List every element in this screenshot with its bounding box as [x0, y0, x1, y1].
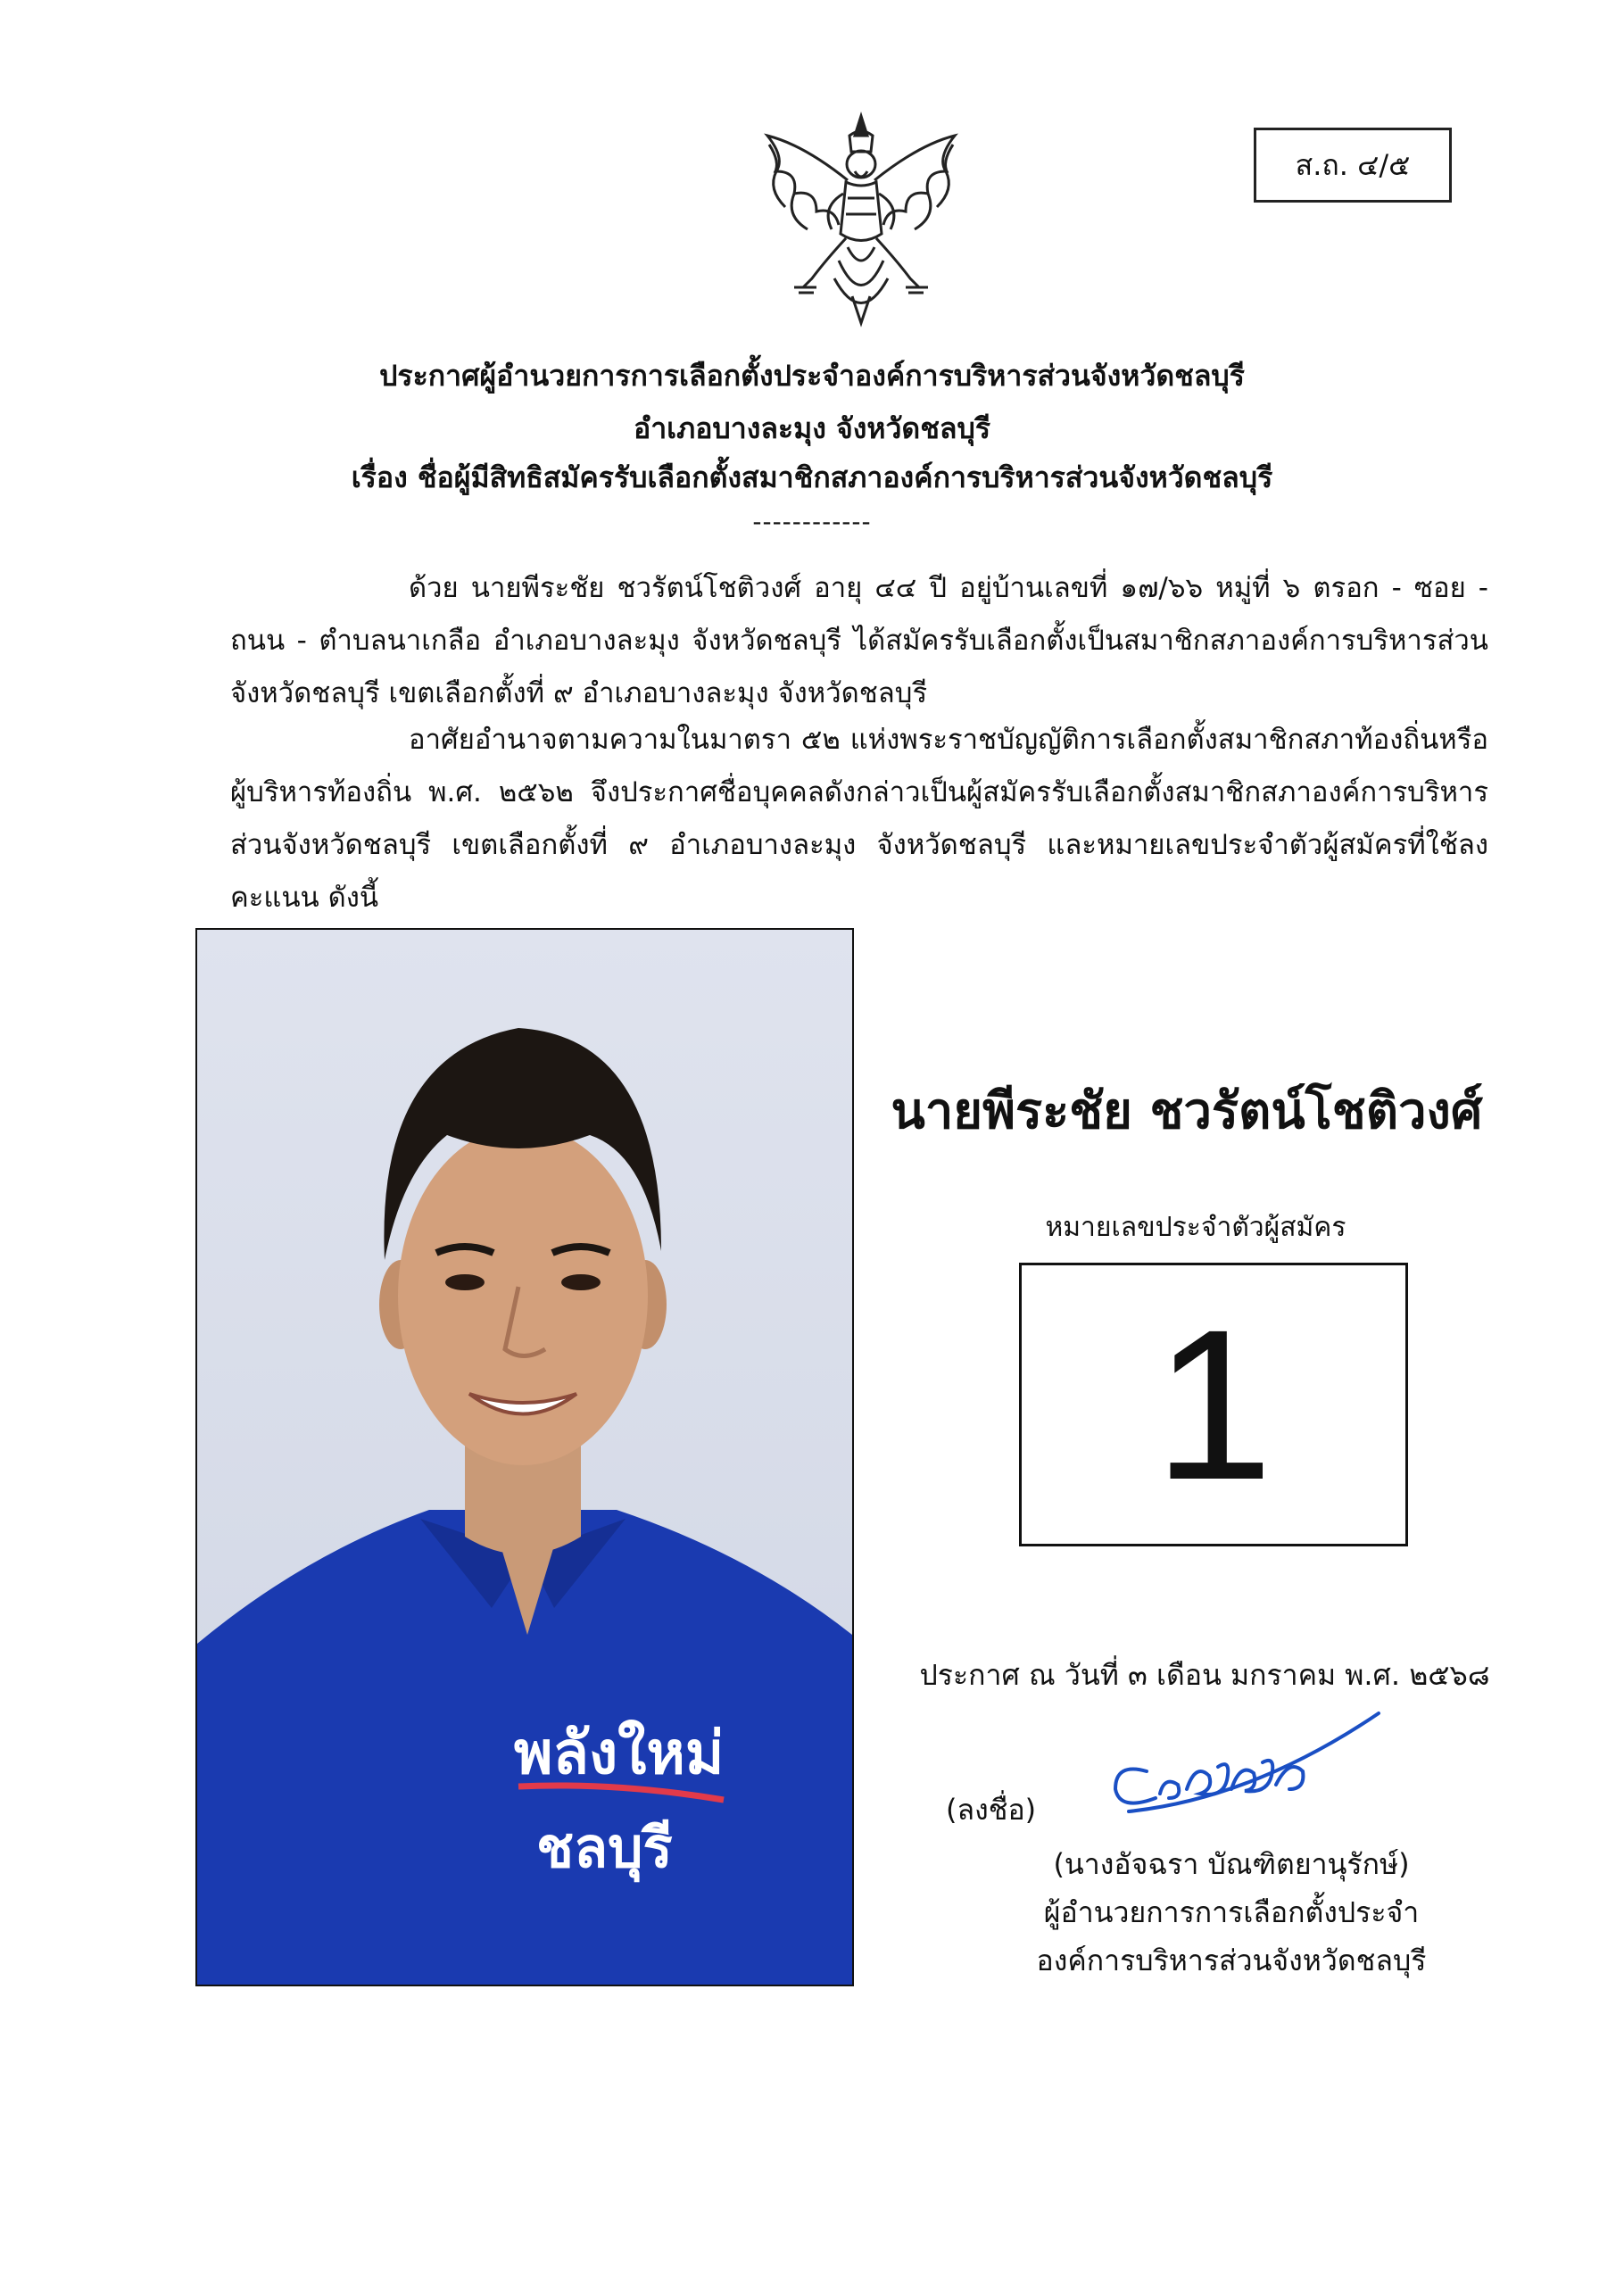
garuda-emblem — [750, 109, 973, 332]
candidate-photo — [195, 928, 854, 1986]
header-divider: ------------ — [752, 507, 872, 536]
form-code: ส.ถ. ๔/๕ — [1295, 147, 1411, 182]
body-paragraph-1 — [230, 562, 1488, 720]
paragraph-1-text: ด้วย นายพีระชัย ชวรัตน์โชติวงศ์ อายุ ๔๔ ปี อยู่บ้านเลขที่ ๑๗/๖๖ หมู่ที่ ๖ ตรอก - ซอย - ถนน - ตำบลนาเกลือ อำเภอบางละมุง จังหวัดชลบุรี ได้สมัครรับเลือกตั้งเป็นสมาชิกสภาองค์การบริหารส่วนจังหวัดชลบุรี เขตเลือกตั้งที่ ๙ อำเภอบางละมุง จังหวัดชลบุรี — [230, 572, 1488, 709]
official-title-line1: ผู้อำนวยการการเลือกตั้งประจำ — [1043, 1895, 1420, 1929]
candidate-number-box — [1019, 1263, 1408, 1546]
announcement-date: ประกาศ ณ วันที่ ๓ เดือน มกราคม พ.ศ. ๒๕๖๘ — [919, 1658, 1490, 1692]
announcement-title: ประกาศผู้อำนวยการการเลือกตั้งประจำองค์การบริหารส่วนจังหวัดชลบุรี — [379, 359, 1245, 393]
candidate-number-label: หมายเลขประจำตัวผู้สมัคร — [1045, 1212, 1346, 1243]
shirt-logo-line2: ชลบุรี — [536, 1815, 673, 1880]
shirt-logo-line1: พลังใหม่ — [514, 1719, 725, 1787]
sign-label: (ลงชื่อ) — [946, 1793, 1037, 1827]
official-title-line2: องค์การบริหารส่วนจังหวัดชลบุรี — [1036, 1944, 1427, 1977]
announcement-subject: เรื่อง ชื่อผู้มีสิทธิสมัครรับเลือกตั้งสมาชิกสภาองค์การบริหารส่วนจังหวัดชลบุรี — [351, 460, 1273, 494]
form-code-box — [1254, 128, 1452, 203]
candidate-name: นายพีระชัย ชวรัตน์โชติวงศ์ — [891, 1082, 1483, 1140]
official-name: (นางอัจฉรา บัณฑิตยานุรักษ์) — [1053, 1847, 1410, 1881]
body-paragraph-2 — [230, 714, 1488, 924]
signature — [1075, 1700, 1396, 1834]
paragraph-2-text: อาศัยอำนาจตามความในมาตรา ๕๒ แห่งพระราชบัญญัติการเลือกตั้งสมาชิกสภาท้องถิ่นหรือผู้บริหารท้องถิ่น พ.ศ. ๒๕๖๒ จึงประกาศชื่อบุคคลดังกล่าวเป็นผู้สมัครรับเลือกตั้งสมาชิกสภาองค์การบริหารส่วนจังหวัดชลบุรี เขตเลือกตั้งที่ ๙ อำเภอบางละมุง จังหวัดชลบุรี และหมายเลขประจำตัวผู้สมัครที่ใช้ลงคะแนน ดังนี้ — [230, 724, 1488, 914]
announcement-district: อำเภอบางละมุง จังหวัดชลบุรี — [633, 411, 991, 445]
candidate-number: 1 — [1154, 1285, 1273, 1524]
